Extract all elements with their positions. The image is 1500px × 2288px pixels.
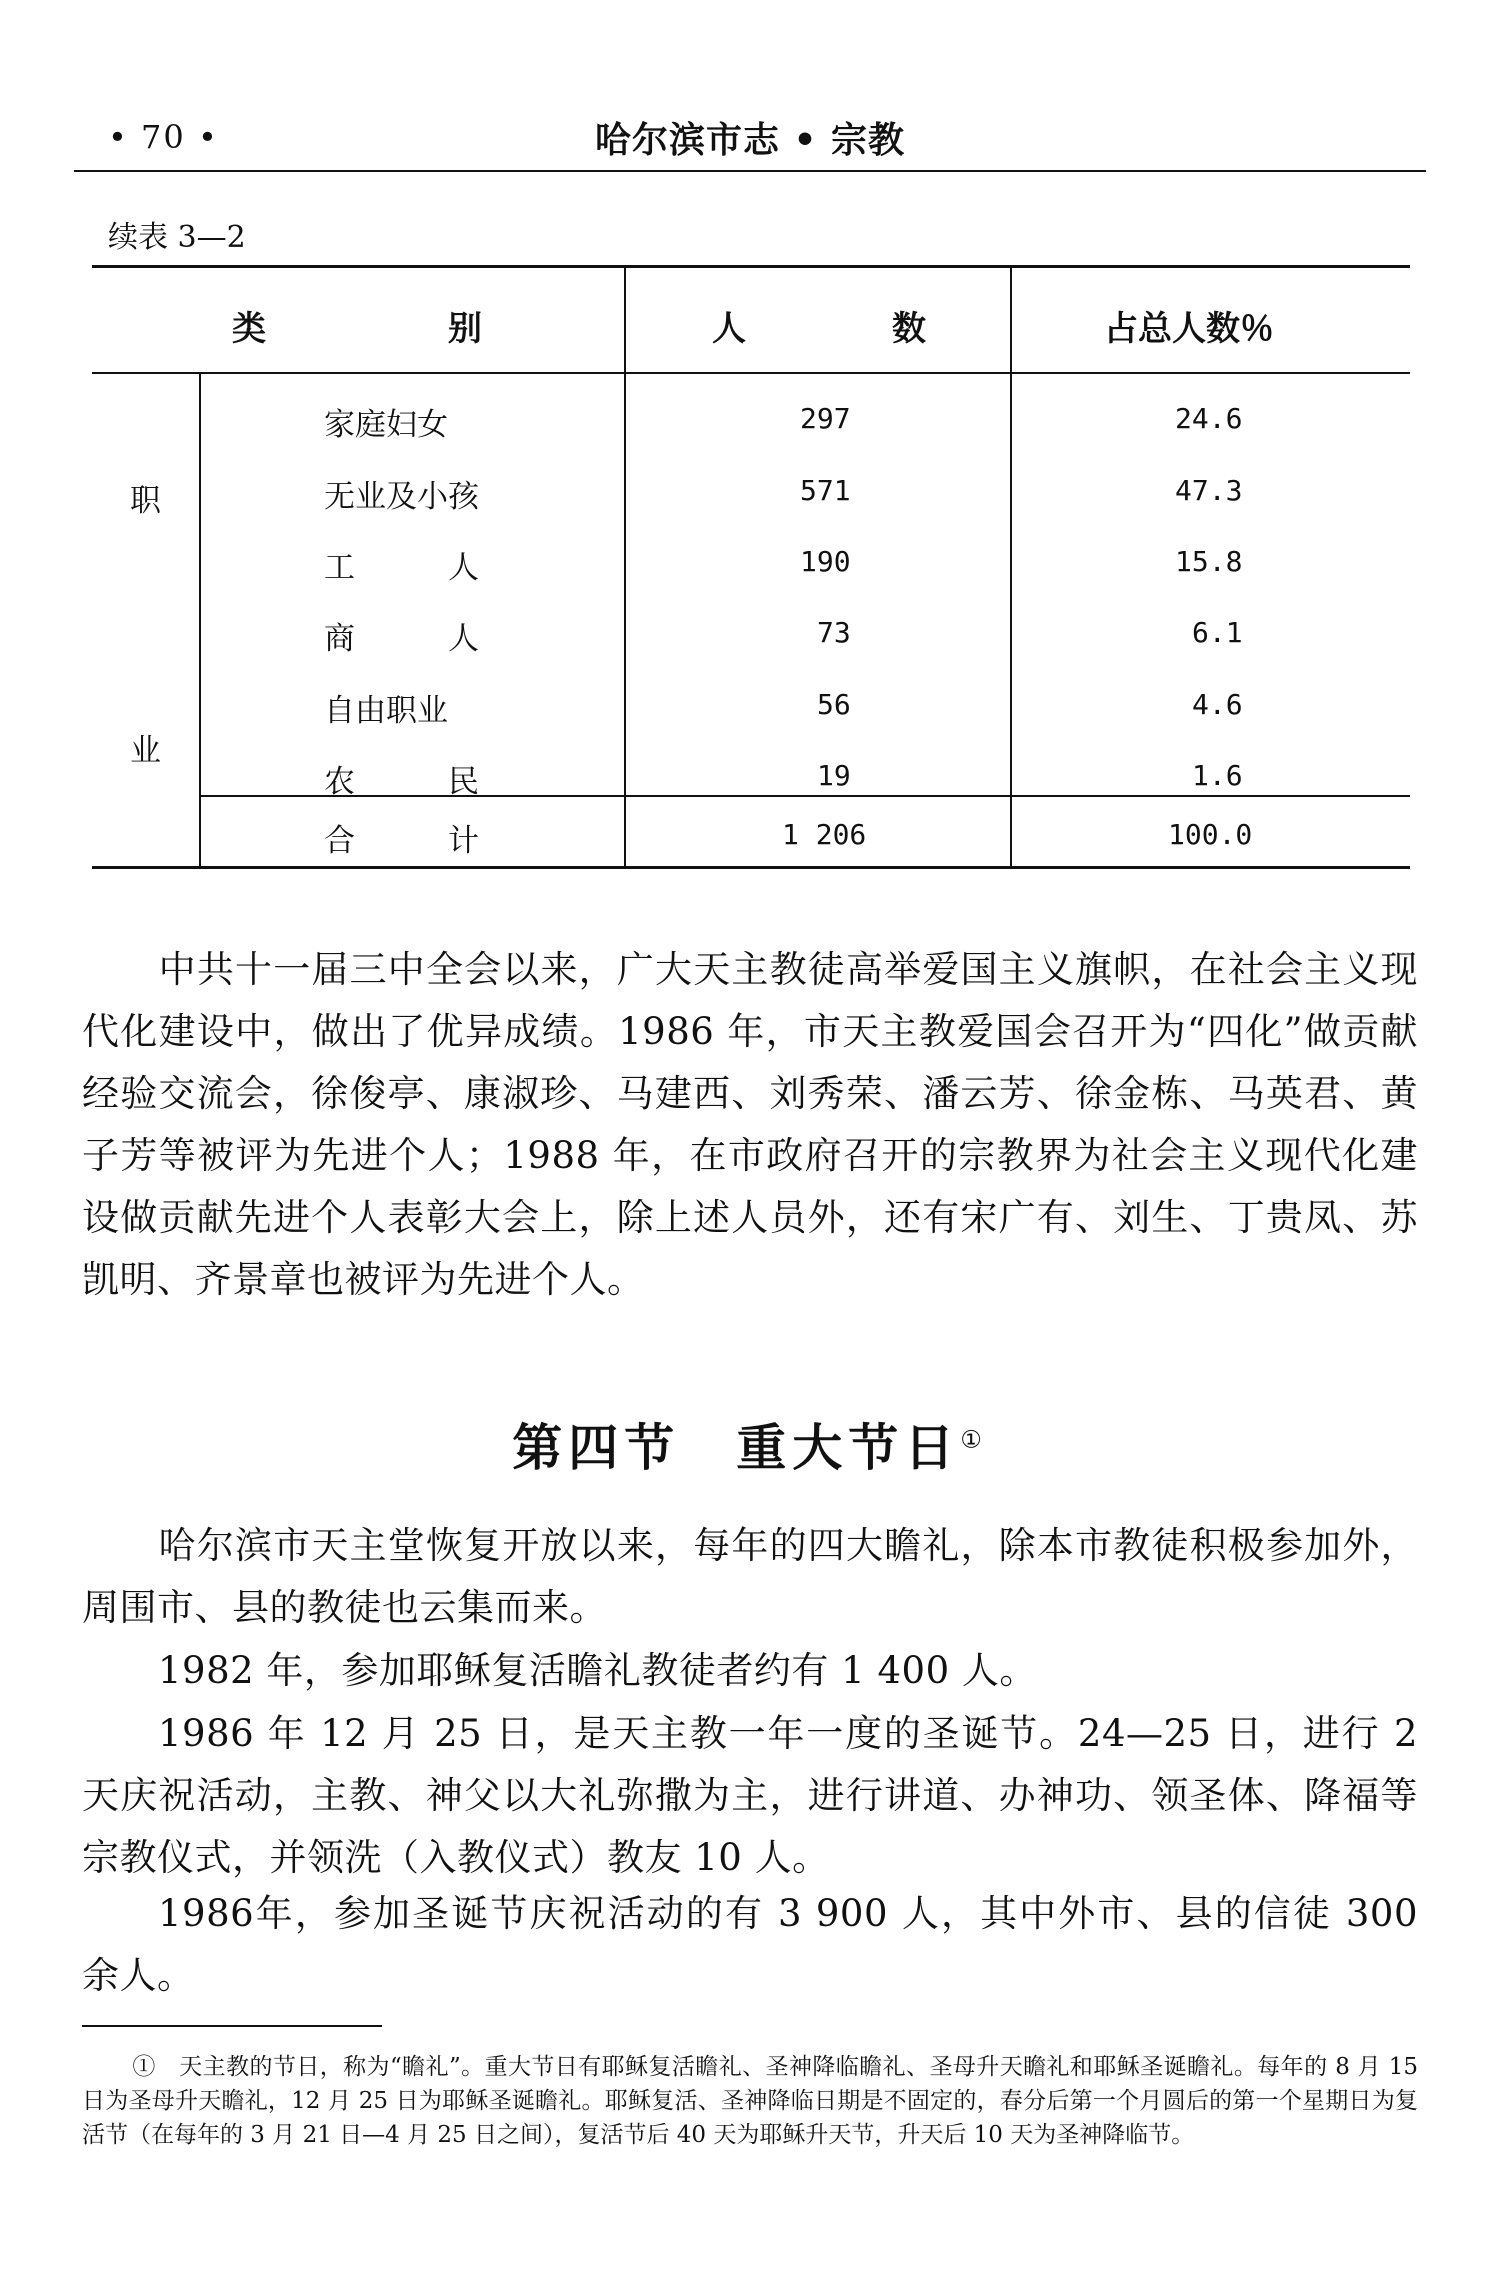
header-category-1: 类 (232, 309, 266, 349)
row-count: 19 (817, 759, 851, 792)
row-category: 工 人 (324, 550, 479, 586)
paragraph-festivals-intro (82, 1515, 1418, 1639)
row-percent: 6.1 (1192, 616, 1243, 649)
footnote-rule (82, 2025, 382, 2027)
paragraph-text: 1986年，参加圣诞节庆祝活动的有 3 900 人，其中外市、县的信徒 300 余人。 (82, 1892, 1418, 1997)
paragraph-text: 中共十一届三中全会以来，广大天主教徒高举爱国主义旗帜，在社会主义现代化建设中，做出了优异成绩。1986 年，市天主教爱国会召开为“四化”做贡献经验交流会，徐俊亭、康淑珍、马建西、刘秀荣、潘云芳、徐金栋、马英君、黄子芳等被评为先进个人；1988 年，在市政府召开的宗教界为社会主义现代化建设做贡献先进个人表彰大会上，除上述人员外，还有宋广有、刘生、丁贵凤、苏凯明、齐景章也被评为先进个人。 (82, 948, 1418, 1301)
table-caption: 续表 3—2 (108, 220, 246, 255)
row-category: 农 民 (324, 764, 479, 800)
paragraph-1986-christmas (82, 1703, 1418, 1889)
table-group-divider (199, 374, 201, 866)
row-percent: 1.6 (1192, 759, 1243, 792)
paragraph-1986-attendance (82, 1883, 1418, 2007)
table-top-rule (92, 265, 1410, 268)
row-category: 无业及小孩 (324, 479, 479, 515)
row-count: 571 (800, 474, 851, 507)
header-count-2: 数 (892, 309, 926, 349)
header-category-2: 别 (448, 309, 482, 349)
table-header-rule (92, 372, 1410, 374)
row-count: 56 (817, 688, 851, 721)
group-label-top: 职 (130, 483, 161, 519)
table-bottom-rule (92, 866, 1410, 869)
row-category: 商 人 (324, 621, 479, 657)
page-number: • 70 • (108, 118, 219, 156)
section-title: 第四节 重大节日 (512, 1419, 961, 1477)
footnote-text: ① 天主教的节日，称为“瞻礼”。重大节日有耶稣复活瞻礼、圣神降临瞻礼、圣母升天瞻礼和耶稣圣诞瞻礼。每年的 8 月 15 日为圣母升天瞻礼，12 月 25 日为耶稣圣诞瞻礼。耶稣复活、圣神降临日期是不固定的，春分后第一个月圆后的第一个星期日为复活节（在每年的 3 月 21 日—4 月 25 日之间），复活节后 40 天为耶稣升天节，升天后 10 天为圣神降临节。 (82, 2054, 1418, 2148)
row-category: 家庭妇女 (324, 407, 448, 443)
row-count: 73 (817, 616, 851, 649)
header-count-1: 人 (712, 309, 746, 349)
header-percent: 占总人数％ (1104, 309, 1274, 349)
header-rule (74, 170, 1426, 172)
paragraph-text: 哈尔滨市天主堂恢复开放以来，每年的四大瞻礼，除本市教徒积极参加外，周围市、县的教徒也云集而来。 (82, 1524, 1418, 1629)
footnote-marker: ① (960, 1425, 988, 1454)
section-heading (0, 1408, 1500, 1480)
table-col-divider-2 (1010, 265, 1012, 866)
paragraph-achievements (82, 939, 1418, 1311)
table-col-divider-1 (624, 265, 626, 866)
occupation-table (92, 265, 1410, 869)
row-category: 自由职业 (324, 693, 448, 729)
row-percent: 15.8 (1175, 545, 1243, 578)
paragraph-text: 1982 年，参加耶稣复活瞻礼教徒者约有 1 400 人。 (158, 1649, 1037, 1692)
group-label-bottom: 业 (130, 733, 161, 769)
total-count: 1 206 (782, 818, 867, 851)
running-title: 哈尔滨市志 • 宗教 (594, 120, 906, 161)
row-percent: 24.6 (1175, 402, 1243, 435)
paragraph-1982 (82, 1640, 1418, 1702)
total-label: 合 计 (324, 823, 479, 859)
row-count: 297 (800, 402, 851, 435)
paragraph-text: 1986 年 12 月 25 日，是天主教一年一度的圣诞节。24—25 日，进行 2 天庆祝活动，主教、神父以大礼弥撒为主，进行讲道、办神功、领圣体、降福等宗教仪式，并领洗（入教仪式）教友 10 人。 (82, 1712, 1418, 1879)
row-percent: 4.6 (1192, 688, 1243, 721)
total-percent: 100.0 (1168, 818, 1253, 851)
footnote (82, 2050, 1418, 2152)
row-count: 190 (800, 545, 851, 578)
row-percent: 47.3 (1175, 474, 1243, 507)
